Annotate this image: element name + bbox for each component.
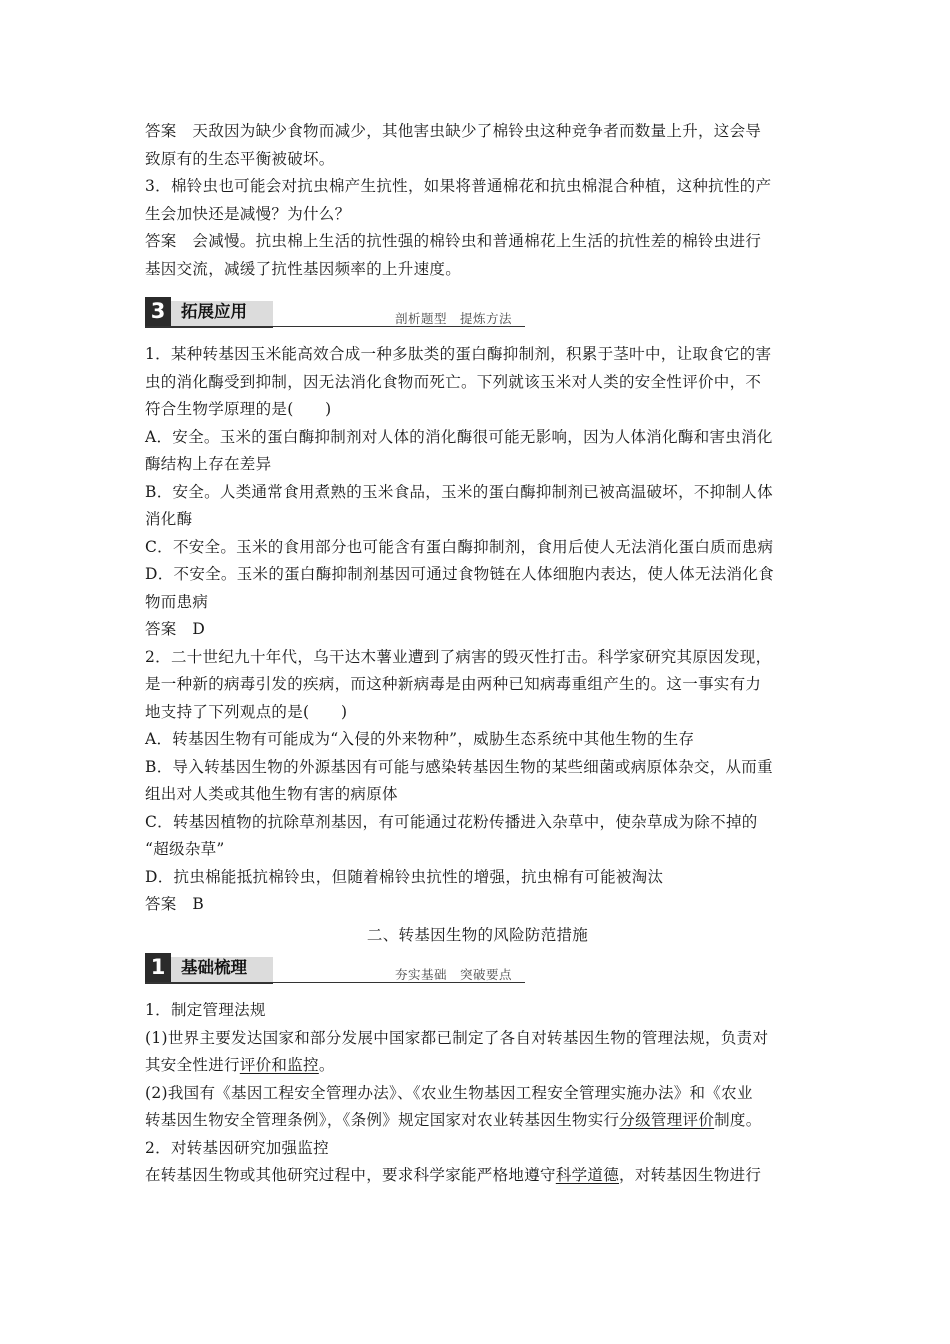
text-line: 基因交流，减缓了抗性基因频率的上升速度。 (145, 259, 462, 278)
question-line: 地支持了下列观点的是( ) (145, 702, 348, 721)
text-line (145, 1052, 810, 1080)
document-page (145, 118, 810, 1190)
text-span: 转基因生物安全管理条例》，《条例》规定国家对农业转基因生物实行 (145, 1111, 620, 1129)
option-line: A．转基因生物有可能成为“入侵的外来物种”，威胁生态系统中其他生物的生存 (145, 730, 695, 748)
answer-line: 答案 D (145, 620, 206, 638)
subheading: 1．制定管理法规 (145, 1001, 266, 1019)
question-line: 虫的消化酶受到抑制，因无法消化食物而死亡。下列就该玉米对人类的安全性评价中，不 (145, 372, 762, 391)
text-span: 其安全性进行 (145, 1056, 240, 1074)
section-title: 基础梳理 (181, 958, 247, 977)
option-line: D．抗虫棉能抵抗棉铃虫，但随着棉铃虫抗性的增强，抗虫棉有可能被淘汰 (145, 867, 664, 886)
question-line: 3．棉铃虫也可能会对抗虫棉产生抗性，如果将普通棉花和抗虫棉混合种植，这种抗性的产 (145, 177, 772, 195)
text-line: 致原有的生态平衡被破坏。 (145, 149, 335, 168)
section-title: 拓展应用 (181, 302, 247, 321)
option-line: “超级杂草” (145, 840, 225, 858)
section-header-basics (145, 953, 810, 983)
option-line: 消化酶 (145, 510, 193, 528)
section-subtitle-rule (385, 982, 525, 983)
option-line: A．安全。玉米的蛋白酶抑制剂对人体的消化酶很可能无影响，因为人体消化酶和害虫消化 (145, 427, 773, 446)
section-number: 3 (145, 297, 171, 326)
text-line: (2)我国有《基因工程安全管理办法》、《农业生物基因工程安全管理实施办法》和《农业 (145, 1083, 753, 1102)
option-line: B．导入转基因生物的外源基因有可能与感染转基因生物的某些细菌或病原体杂交，从而重 (145, 757, 773, 776)
question-line: 符合生物学原理的是( ) (145, 400, 332, 418)
section-subtitle-rule (385, 326, 525, 327)
question-line: 2．二十世纪九十年代，乌干达木薯业遭到了病害的毁灭性打击。科学家研究其原因发现， (145, 647, 772, 666)
option-line: 酶结构上存在差异 (145, 455, 272, 473)
answer-line: 答案 天敌因为缺少食物而减少，其他害虫缺少了棉铃虫这种竞争者而数量上升，这会导 (145, 122, 762, 140)
text-span: 在转基因生物或其他研究过程中，要求科学家能严格地遵守 (145, 1166, 556, 1184)
text-line (145, 1162, 810, 1190)
text-line: (1)世界主要发达国家和部分发展中国家都已制定了各自对转基因生物的管理法规，负责对 (145, 1028, 769, 1047)
underlined-term: 评价和监控 (239, 1056, 319, 1074)
option-line: 组出对人类或其他生物有害的病原体 (145, 785, 398, 803)
section-header-extension (145, 297, 810, 327)
answer-line: 答案 B (145, 895, 205, 913)
text-span: 。 (318, 1056, 335, 1074)
text-line (145, 1107, 810, 1135)
section-subtitle: 剖析题型 提炼方法 (395, 311, 513, 326)
question-line: 1．某种转基因玉米能高效合成一种多肽类的蛋白酶抑制剂，积累于茎叶中，让取食它的害 (145, 345, 772, 363)
subheading: 2．对转基因研究加强监控 (145, 1138, 329, 1157)
extension-questions (145, 341, 810, 919)
option-line: D．不安全。玉米的蛋白酶抑制剂基因可通过食物链在人体细胞内表达，使人体无法消化食 (145, 565, 774, 583)
section-subtitle: 夯实基础 突破要点 (395, 967, 513, 982)
underlined-term: 科学道德 (555, 1166, 620, 1184)
text-line: 生会加快还是减慢？为什么？ (145, 204, 351, 223)
option-line: B．安全。人类通常食用煮熟的玉米食品，玉米的蛋白酶抑制剂已被高温破坏，不抑制人体 (145, 482, 773, 501)
section-number: 1 (145, 953, 171, 982)
text-span: 制度。 (714, 1111, 762, 1129)
underlined-term: 分级管理评价 (619, 1111, 715, 1129)
option-line: C．不安全。玉米的食用部分也可能含有蛋白酶抑制剂，食用后使人无法消化蛋白质而患病 (145, 537, 774, 556)
answer-line: 答案 会减慢。抗虫棉上生活的抗性强的棉铃虫和普通棉花上生活的抗性差的棉铃虫进行 (145, 232, 762, 250)
option-line: C．转基因植物的抗除草剂基因，有可能通过花粉传播进入杂草中，使杂草成为除不掉的 (145, 812, 758, 831)
basics-content (145, 997, 810, 1190)
option-line: 物而患病 (145, 592, 209, 611)
question-line: 是一种新的病毒引发的疾病，而这种新病毒是由两种已知病毒重组产生的。这一事实有力 (145, 675, 762, 693)
text-span: ，对转基因生物进行 (619, 1166, 762, 1184)
section-heading: 二、转基因生物的风险防范措施 (366, 925, 589, 944)
